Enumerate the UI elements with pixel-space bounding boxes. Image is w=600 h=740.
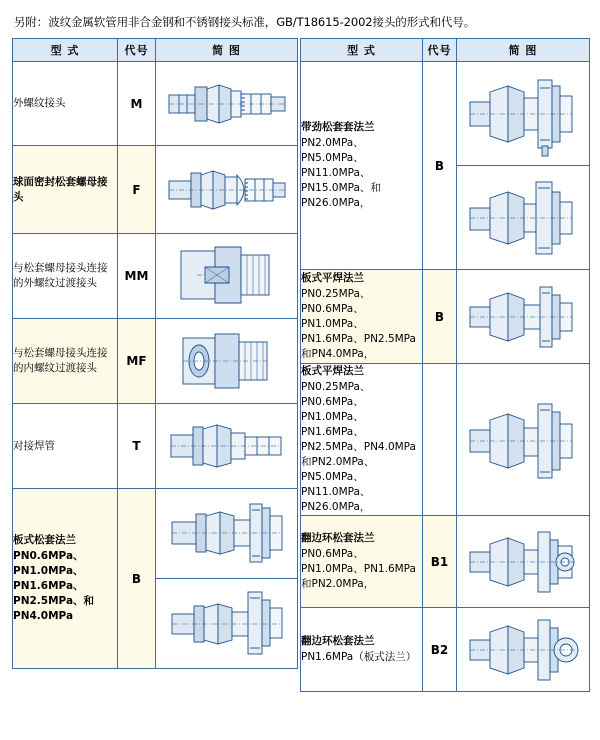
row-code-label: B1	[423, 516, 457, 608]
internal-thread-adapter-figure	[156, 326, 297, 396]
row-figure-cell	[457, 62, 590, 166]
row-type-label: 板式平焊法兰 PN0.25MPa、PN0.6MPa、PN1.0MPa、PN1.6MPa、PN2.5MPa、PN4.0MPa 和PN2.0MPa、PN5.0MPa、PN11.0MPa、PN26.0MPa，	[301, 364, 423, 516]
row-code-label: MM	[118, 234, 156, 319]
left-col-header-figure: 简 图	[156, 39, 298, 62]
row-type-label: 与松套螺母接头连接的外螺纹过渡接头	[13, 234, 118, 319]
plate-loose-flange-figure	[156, 494, 297, 574]
row-code-label: B2	[423, 608, 457, 692]
table-row	[13, 146, 298, 234]
table-row	[13, 234, 298, 319]
ribbed-loose-flange-figure-2	[457, 172, 589, 264]
row-code-label: B	[423, 62, 457, 270]
plate-slip-on-flange-figure-2	[457, 394, 589, 486]
left-col-header-type: 型 式	[13, 39, 118, 62]
row-code-label: B	[423, 270, 457, 364]
row-code-label: MF	[118, 319, 156, 404]
row-figure-cell	[156, 146, 298, 234]
left-fitting-table	[12, 38, 298, 669]
table-row	[301, 608, 590, 692]
row-code-label: M	[118, 62, 156, 146]
row-figure-cell	[156, 404, 298, 489]
plate-slip-on-flange-figure	[457, 275, 589, 359]
table-row	[13, 62, 298, 146]
left-table-header-row	[13, 39, 298, 62]
right-col-header-type: 型 式	[301, 39, 423, 62]
plate-loose-flange-figure-2	[156, 584, 297, 664]
row-type-label: 翻边环松套法兰 PN0.6MPa、PN1.0MPa、PN1.6MPa和PN2.0MPa，	[301, 516, 423, 608]
row-type-label: 对接焊管	[13, 404, 118, 489]
row-figure-cell	[457, 364, 590, 516]
table-row	[301, 364, 590, 516]
table-row	[13, 404, 298, 489]
row-figure-cell	[156, 319, 298, 404]
tables-container	[12, 38, 588, 692]
row-type-label: 板式松套法兰 PN0.6MPa、PN1.0MPa、PN1.6MPa、PN2.5MPa、和PN4.0MPa	[13, 489, 118, 669]
row-figure-cell	[457, 270, 590, 364]
row-figure-cell	[156, 489, 298, 579]
page-caption: 另附：波纹金属软管用非合金钢和不锈钢接头标准，GB/T18615-2002接头的形式和代号。	[14, 15, 476, 29]
right-col-header-code: 代号	[423, 39, 457, 62]
row-type-label: 翻边环松套法兰 PN1.6MPa（板式法兰）	[301, 608, 423, 692]
ribbed-loose-flange-figure	[457, 68, 589, 160]
right-table-header-row	[301, 39, 590, 62]
row-figure-cell	[457, 516, 590, 608]
table-row	[301, 62, 590, 166]
right-flange-table	[300, 38, 590, 692]
male-thread-fitting-figure	[156, 73, 297, 135]
row-code-label: B	[118, 489, 156, 669]
table-row	[13, 319, 298, 404]
row-code-label	[423, 364, 457, 516]
row-figure-cell	[156, 62, 298, 146]
row-figure-cell	[457, 608, 590, 692]
row-type-label: 外螺纹接头	[13, 62, 118, 146]
table-row	[301, 516, 590, 608]
left-col-header-code: 代号	[118, 39, 156, 62]
lap-joint-flange-figure-2	[457, 612, 589, 688]
butt-weld-pipe-figure	[156, 415, 297, 477]
lap-joint-flange-figure	[457, 520, 589, 604]
row-type-label: 球面密封松套螺母接头	[13, 146, 118, 234]
row-figure-cell	[156, 234, 298, 319]
external-thread-adapter-figure	[156, 241, 297, 311]
table-row	[13, 489, 298, 579]
row-type-label: 板式平焊法兰 PN0.25MPa、PN0.6MPa、PN1.0MPa、PN1.6MPa、PN2.5MPa和PN4.0MPa，	[301, 270, 423, 364]
row-figure-cell	[156, 579, 298, 669]
row-code-label: F	[118, 146, 156, 234]
row-code-label: T	[118, 404, 156, 489]
right-col-header-figure: 简 图	[457, 39, 590, 62]
row-figure-cell	[457, 166, 590, 270]
row-type-label: 带劲松套套法兰 PN2.0MPa、PN5.0MPa、PN11.0MPa、PN15.0MPa、和PN26.0MPa，	[301, 62, 423, 270]
row-type-label: 与松套螺母接头连接的内螺纹过渡接头	[13, 319, 118, 404]
table-row	[301, 270, 590, 364]
spherical-seal-union-nut-figure	[156, 157, 297, 223]
